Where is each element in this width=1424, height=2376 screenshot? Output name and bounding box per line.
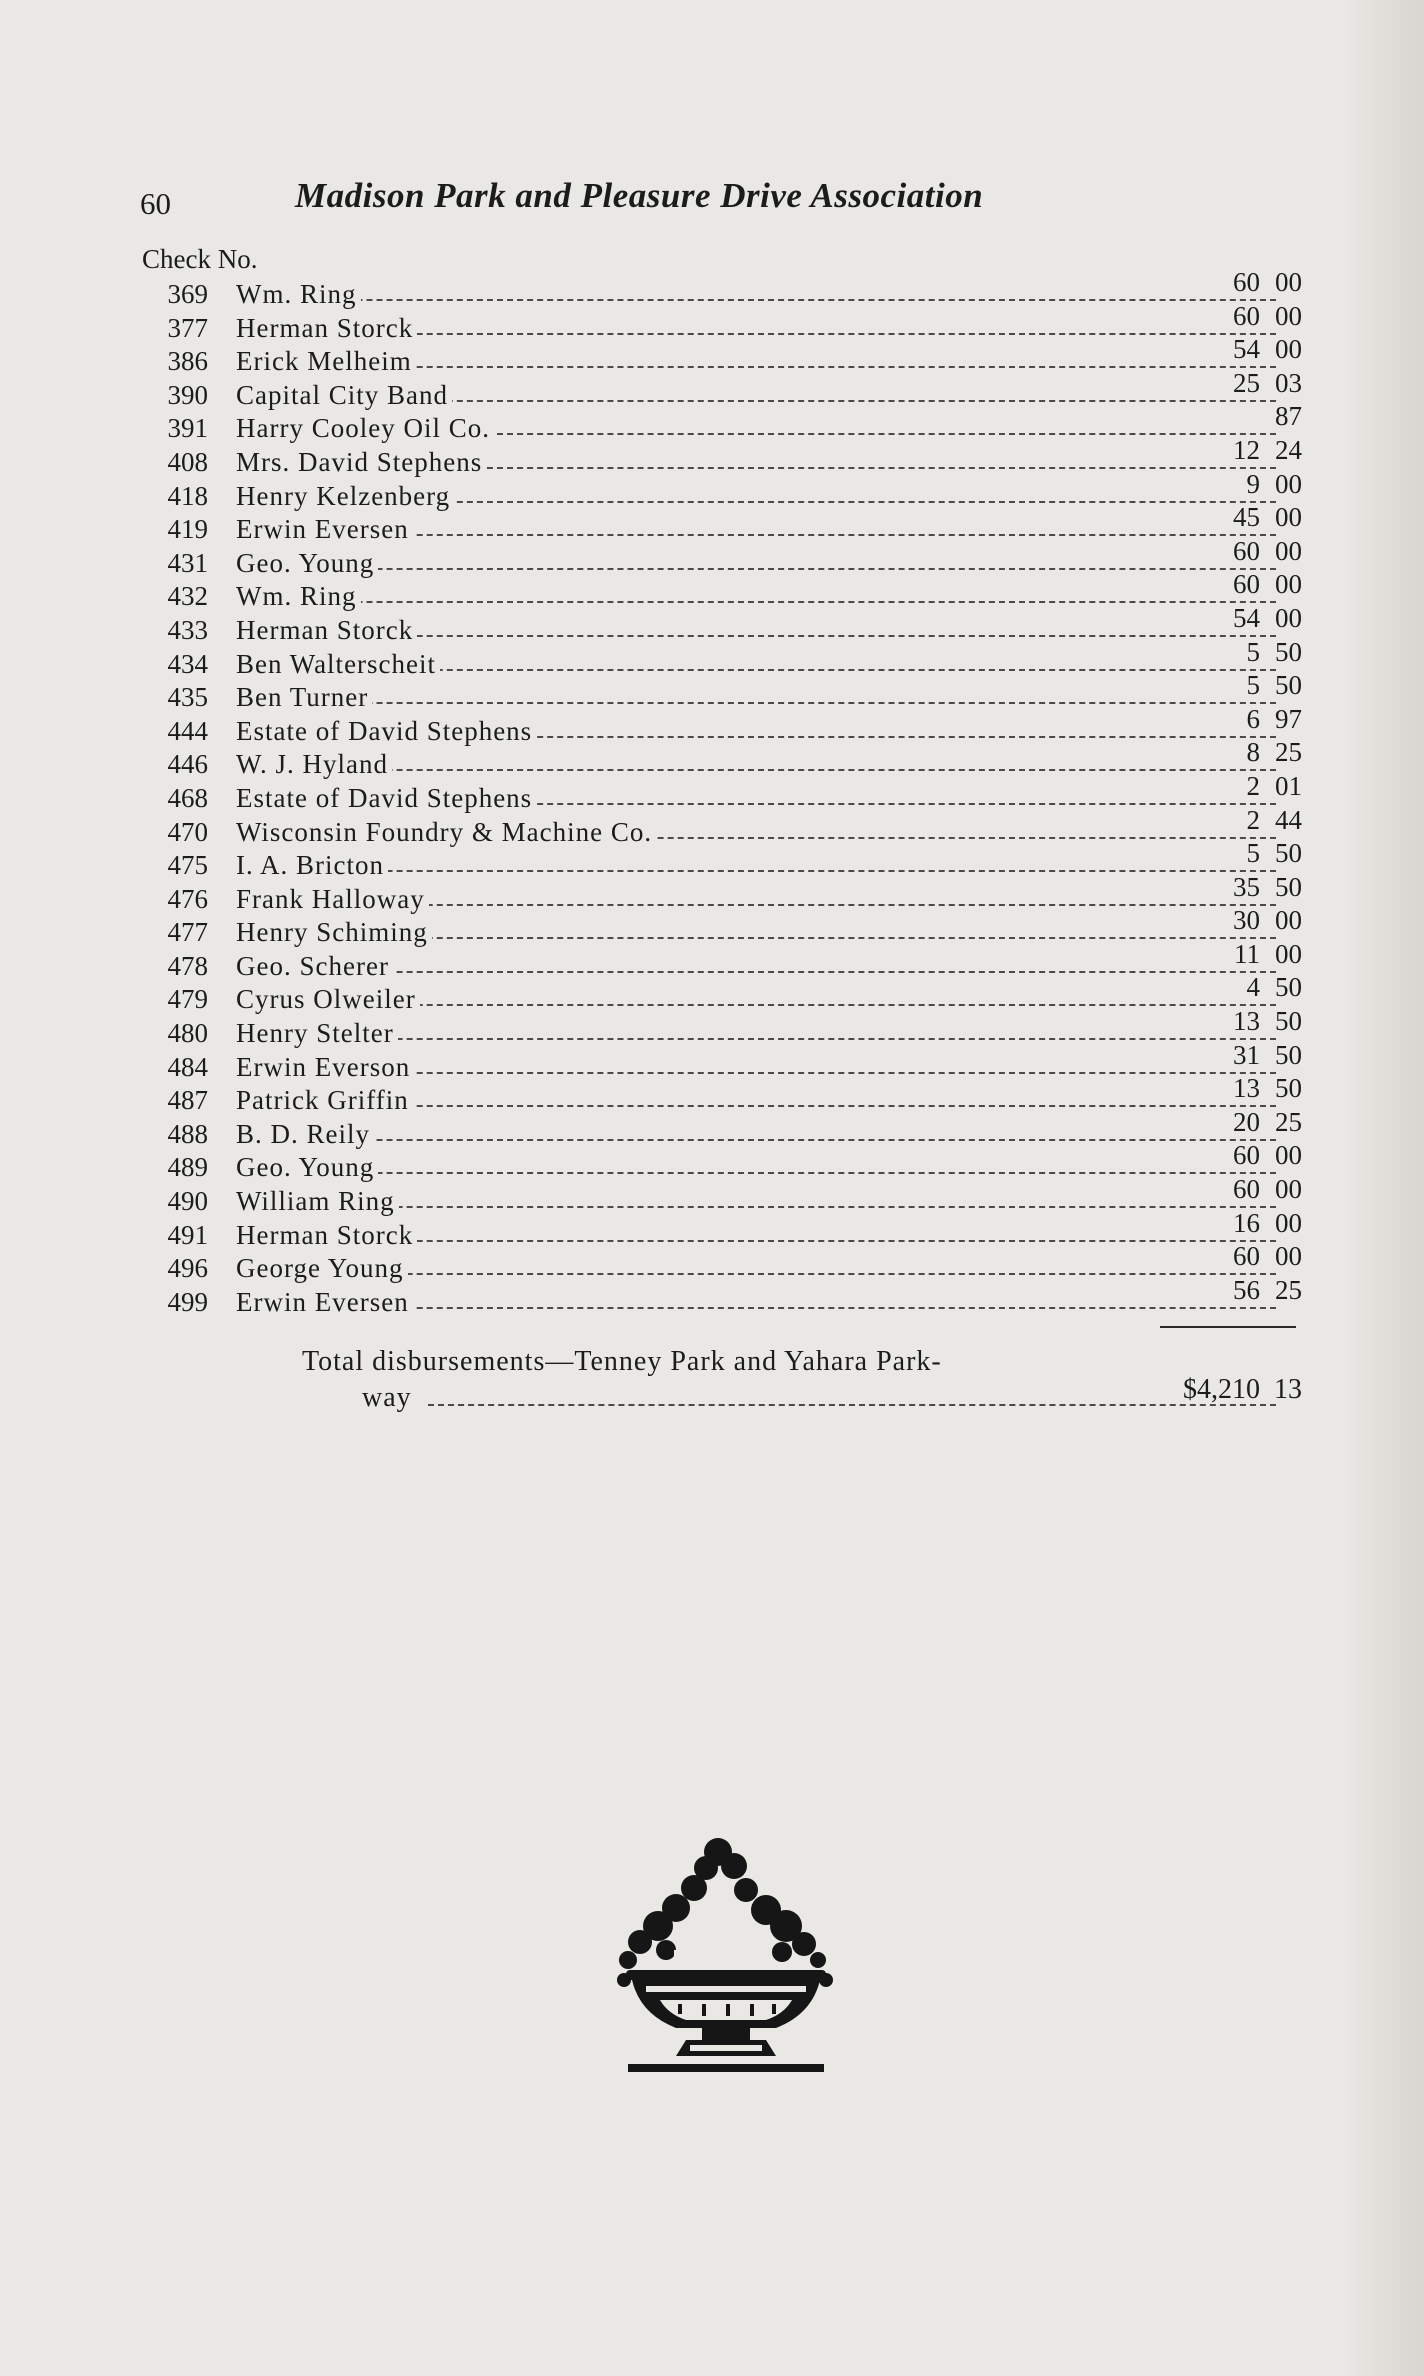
payee-name: W. J. Hyland xyxy=(236,749,392,779)
ledger-row xyxy=(142,938,1302,984)
ledger-row xyxy=(142,1241,1302,1286)
check-number: 477 xyxy=(167,917,208,948)
check-number: 468 xyxy=(167,782,208,813)
payee-cell xyxy=(236,412,1274,446)
amount-cents: 00 xyxy=(1275,602,1302,633)
amount-dollars: 31 xyxy=(1233,1039,1260,1070)
ledger-row xyxy=(142,838,1302,883)
payee-name: Erick Melheim xyxy=(236,346,416,376)
ledger-row xyxy=(142,1006,1302,1051)
page-header xyxy=(140,176,1140,226)
payee-cell xyxy=(236,446,1274,480)
check-number: 432 xyxy=(167,581,208,612)
amount-cents: 00 xyxy=(1275,938,1302,969)
amount-dollars: 16 xyxy=(1233,1207,1260,1238)
ledger-row xyxy=(142,1274,1302,1320)
amount-cents: 00 xyxy=(1275,569,1302,600)
ledger-row xyxy=(142,1140,1302,1185)
ledger-row xyxy=(142,703,1302,749)
check-number: 489 xyxy=(167,1152,208,1183)
ledger-row xyxy=(142,367,1302,413)
ledger-row xyxy=(142,636,1302,682)
ledger-row xyxy=(142,300,1302,346)
amount-cents: 25 xyxy=(1275,1106,1302,1137)
amount-cents: 00 xyxy=(1275,300,1302,331)
total-dollars: $4,210 xyxy=(1183,1374,1260,1405)
payee-cell xyxy=(236,950,1274,984)
ledger-row xyxy=(142,334,1302,379)
check-number: 484 xyxy=(167,1051,208,1082)
check-number: 490 xyxy=(167,1186,208,1217)
amount-dollars: 12 xyxy=(1233,434,1260,465)
amount-dollars: 30 xyxy=(1233,905,1260,936)
amount-dollars: 4 xyxy=(1246,972,1260,1003)
payee-cell xyxy=(236,748,1274,782)
amount-cents: 25 xyxy=(1275,737,1302,768)
payee-cell xyxy=(236,681,1274,715)
ledger-row xyxy=(142,737,1302,782)
payee-name: Harry Cooley Oil Co. xyxy=(236,413,494,443)
amount-dollars: 25 xyxy=(1233,367,1260,398)
payee-name: Henry Kelzenberg xyxy=(236,481,454,511)
payee-name: Geo. Scherer xyxy=(236,951,393,981)
running-title: Madison Park and Pleasure Drive Association xyxy=(295,176,984,215)
check-number: 435 xyxy=(167,682,208,713)
payee-cell xyxy=(236,1252,1274,1286)
ledger-row xyxy=(142,804,1302,850)
payee-name: Mrs. David Stephens xyxy=(236,447,486,477)
payee-cell xyxy=(236,916,1274,950)
check-number: 444 xyxy=(167,715,208,746)
check-number: 480 xyxy=(167,1018,208,1049)
amount-dollars: 5 xyxy=(1246,636,1260,667)
check-number: 433 xyxy=(167,614,208,645)
ledger-row xyxy=(142,670,1302,715)
payee-cell xyxy=(236,983,1274,1017)
amount-dollars: 60 xyxy=(1233,535,1260,566)
leader-dots xyxy=(428,1404,1276,1406)
amount-dollars: 60 xyxy=(1233,300,1260,331)
payee-cell xyxy=(236,1185,1274,1219)
ledger-row xyxy=(142,267,1302,312)
payee-cell xyxy=(236,715,1274,749)
amount-cents: 50 xyxy=(1275,636,1302,667)
amount-dollars: 60 xyxy=(1233,1241,1260,1272)
payee-name: Estate of David Stephens xyxy=(236,716,536,746)
amount-cents: 00 xyxy=(1275,468,1302,499)
amount-dollars: 45 xyxy=(1233,502,1260,533)
payee-cell xyxy=(236,849,1274,883)
payee-cell xyxy=(236,547,1274,581)
payee-name: George Young xyxy=(236,1253,408,1283)
ledger-row xyxy=(142,434,1302,480)
payee-name: Ben Walterscheit xyxy=(236,649,440,679)
payee-cell xyxy=(236,816,1274,850)
check-number: 418 xyxy=(167,480,208,511)
disbursement-ledger xyxy=(142,267,1302,1319)
payee-name: Erwin Eversen xyxy=(236,514,413,544)
ledger-row xyxy=(142,1039,1302,1085)
amount-cents: 00 xyxy=(1275,267,1302,297)
ledger-row xyxy=(142,972,1302,1017)
amount-dollars: 56 xyxy=(1233,1274,1260,1305)
check-number: 496 xyxy=(167,1253,208,1284)
payee-name: Geo. Young xyxy=(236,548,378,578)
total-label-line2: way xyxy=(362,1382,412,1413)
check-number: 479 xyxy=(167,984,208,1015)
payee-name: William Ring xyxy=(236,1186,399,1216)
payee-cell xyxy=(236,883,1274,917)
check-number: 491 xyxy=(167,1219,208,1250)
ledger-row xyxy=(142,871,1302,917)
ledger-row xyxy=(142,1174,1302,1219)
amount-dollars: 6 xyxy=(1246,703,1260,734)
amount-cents: 00 xyxy=(1275,1174,1302,1205)
payee-name: Cyrus Olweiler xyxy=(236,984,420,1014)
amount-dollars: 60 xyxy=(1233,1140,1260,1171)
payee-name: Henry Schiming xyxy=(236,917,432,947)
payee-cell xyxy=(236,278,1274,312)
amount-cents: 25 xyxy=(1275,1274,1302,1305)
amount-dollars: 5 xyxy=(1246,838,1260,869)
ledger-row xyxy=(142,905,1302,950)
check-number: 478 xyxy=(167,950,208,981)
amount-cents: 00 xyxy=(1275,1207,1302,1238)
check-number: 390 xyxy=(167,379,208,410)
payee-name: Erwin Everson xyxy=(236,1052,414,1082)
ledger-row xyxy=(142,770,1302,816)
payee-cell xyxy=(236,1118,1274,1152)
payee-name: Henry Stelter xyxy=(236,1018,398,1048)
payee-cell xyxy=(236,1051,1274,1085)
amount-cents: 50 xyxy=(1275,670,1302,701)
ledger-row xyxy=(142,602,1302,648)
amount-cents: 50 xyxy=(1275,1073,1302,1104)
amount-dollars: 35 xyxy=(1233,871,1260,902)
amount-dollars: 8 xyxy=(1246,737,1260,768)
amount-cents: 00 xyxy=(1275,334,1302,365)
check-number: 431 xyxy=(167,547,208,578)
total-label-line1: Total disbursements—Tenney Park and Yahara Park- xyxy=(302,1346,942,1377)
payee-cell xyxy=(236,614,1274,648)
amount-cents: 01 xyxy=(1275,770,1302,801)
payee-name: Herman Storck xyxy=(236,1220,417,1250)
amount-cents: 97 xyxy=(1275,703,1302,734)
payee-cell xyxy=(236,1286,1274,1320)
check-number: 446 xyxy=(167,749,208,780)
amount-dollars: 54 xyxy=(1233,334,1260,365)
amount-cents: 44 xyxy=(1275,804,1302,835)
payee-name: Wm. Ring xyxy=(236,581,361,611)
payee-cell xyxy=(236,1017,1274,1051)
ledger-row xyxy=(142,1106,1302,1152)
payee-cell xyxy=(236,312,1274,346)
payee-name: Herman Storck xyxy=(236,615,417,645)
ledger-row xyxy=(142,468,1302,514)
check-number: 476 xyxy=(167,883,208,914)
payee-name: Erwin Eversen xyxy=(236,1287,413,1317)
ledger-row xyxy=(142,569,1302,614)
check-number: 408 xyxy=(167,446,208,477)
amount-dollars: 11 xyxy=(1234,938,1260,969)
total-rule xyxy=(1160,1326,1296,1328)
amount-cents: 00 xyxy=(1275,502,1302,533)
amount-cents: 00 xyxy=(1275,535,1302,566)
amount-cents: 03 xyxy=(1275,367,1302,398)
payee-name: Ben Turner xyxy=(236,682,372,712)
payee-name: Wm. Ring xyxy=(236,279,361,309)
ledger-row xyxy=(142,502,1302,547)
payee-name: Frank Halloway xyxy=(236,884,429,914)
amount-cents: 50 xyxy=(1275,972,1302,1003)
amount-dollars: 9 xyxy=(1246,468,1260,499)
payee-name: Patrick Griffin xyxy=(236,1085,413,1115)
amount-dollars: 60 xyxy=(1233,569,1260,600)
amount-dollars: 2 xyxy=(1246,770,1260,801)
amount-cents: 50 xyxy=(1275,838,1302,869)
check-number: 386 xyxy=(167,346,208,377)
amount-dollars: 60 xyxy=(1233,267,1260,297)
ledger-row xyxy=(142,535,1302,581)
amount-cents: 00 xyxy=(1275,905,1302,936)
payee-name: Geo. Young xyxy=(236,1152,378,1182)
check-number: 377 xyxy=(167,312,208,343)
amount-cents: 50 xyxy=(1275,1006,1302,1037)
payee-name: B. D. Reily xyxy=(236,1119,374,1149)
payee-cell xyxy=(236,1151,1274,1185)
total-cents: 13 xyxy=(1274,1374,1302,1405)
column-header-check-no: Check No. xyxy=(142,244,258,274)
check-number: 475 xyxy=(167,850,208,881)
payee-cell xyxy=(236,648,1274,682)
check-number: 391 xyxy=(167,413,208,444)
check-number: 419 xyxy=(167,514,208,545)
amount-cents: 50 xyxy=(1275,1039,1302,1070)
payee-name: Wisconsin Foundry & Machine Co. xyxy=(236,817,656,847)
payee-name: I. A. Bricton xyxy=(236,850,388,880)
payee-cell xyxy=(236,345,1274,379)
amount-dollars: 60 xyxy=(1233,1174,1260,1205)
fountain-urn-icon xyxy=(606,1830,846,2090)
amount-dollars: 13 xyxy=(1233,1006,1260,1037)
amount-dollars: 5 xyxy=(1246,670,1260,701)
payee-cell xyxy=(236,782,1274,816)
amount-dollars: 2 xyxy=(1246,804,1260,835)
page-number: 60 xyxy=(140,186,171,221)
ledger-row xyxy=(142,1207,1302,1253)
amount-dollars: 54 xyxy=(1233,602,1260,633)
payee-cell xyxy=(236,1219,1274,1253)
payee-cell xyxy=(236,379,1274,413)
amount-cents: 00 xyxy=(1275,1241,1302,1272)
check-number: 499 xyxy=(167,1286,208,1317)
amount-cents: 00 xyxy=(1275,1140,1302,1171)
payee-cell xyxy=(236,580,1274,614)
payee-cell xyxy=(236,1084,1274,1118)
ledger-row xyxy=(142,1073,1302,1118)
amount-cents: 87 xyxy=(1275,401,1302,432)
amount-dollars: 20 xyxy=(1233,1106,1260,1137)
amount-cents: 50 xyxy=(1275,871,1302,902)
check-number: 470 xyxy=(167,816,208,847)
ledger-row xyxy=(142,401,1302,446)
page-edge-shadow xyxy=(1344,0,1424,2376)
payee-name: Capital City Band xyxy=(236,380,452,410)
check-number: 434 xyxy=(167,648,208,679)
amount-dollars: 13 xyxy=(1233,1073,1260,1104)
check-number: 488 xyxy=(167,1118,208,1149)
payee-cell xyxy=(236,480,1274,514)
check-number: 487 xyxy=(167,1085,208,1116)
amount-cents: 24 xyxy=(1275,434,1302,465)
payee-name: Estate of David Stephens xyxy=(236,783,536,813)
payee-cell xyxy=(236,513,1274,547)
check-number: 369 xyxy=(167,279,208,309)
payee-name: Herman Storck xyxy=(236,313,417,343)
